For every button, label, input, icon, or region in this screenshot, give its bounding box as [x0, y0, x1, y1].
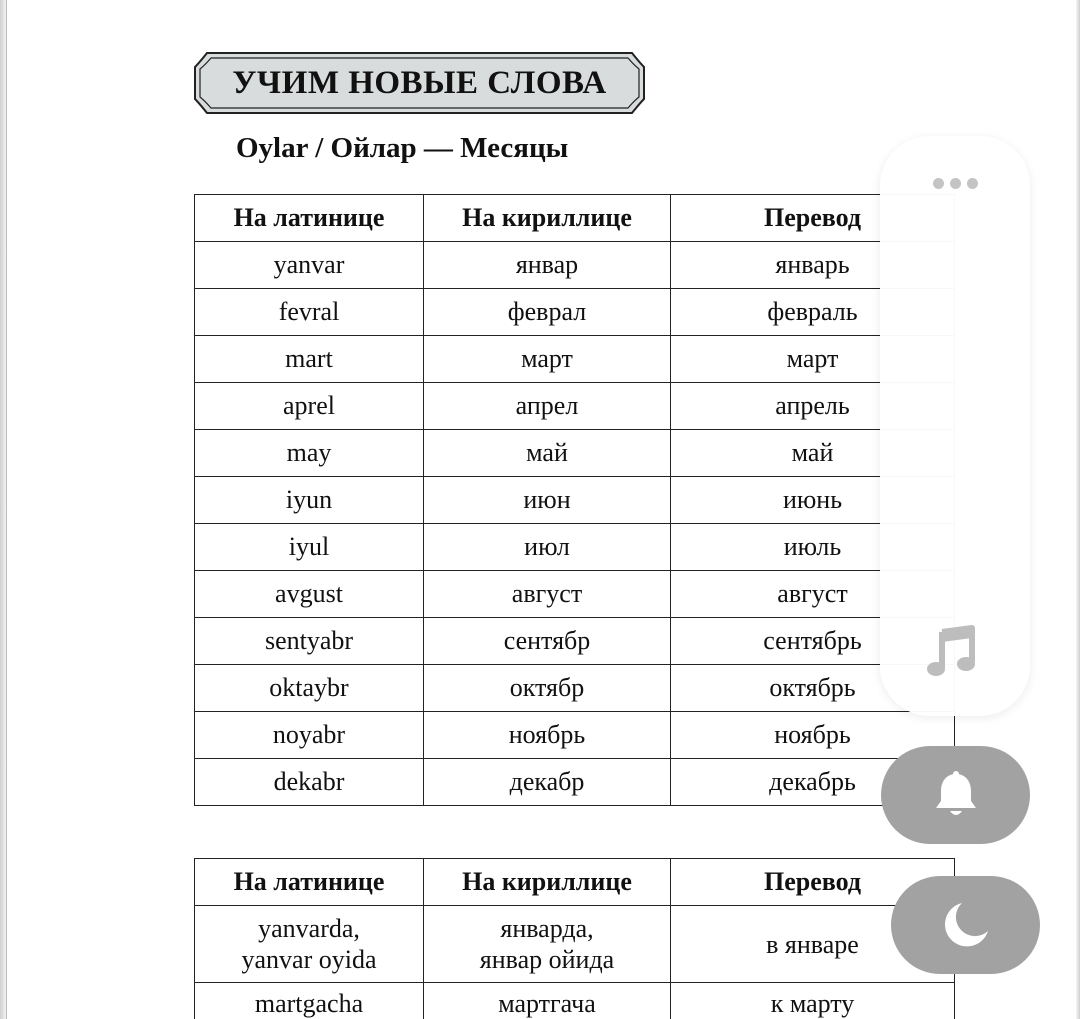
cell-latin: iyul: [195, 524, 424, 571]
cell-cyrillic: июл: [424, 524, 671, 571]
bell-button[interactable]: [881, 746, 1030, 844]
header-latin: На латинице: [195, 859, 424, 906]
cell-latin: fevral: [195, 289, 424, 336]
banner-title: УЧИМ НОВЫЕ СЛОВА: [232, 64, 607, 101]
cell-cyrillic: декабр: [424, 759, 671, 806]
cell-latin: noyabr: [195, 712, 424, 759]
table-row: [195, 383, 955, 430]
header-translation: Перевод: [671, 859, 955, 906]
section-subtitle: Oylar / Ойлар — Месяцы: [236, 132, 569, 164]
moon-icon: [940, 899, 992, 951]
cell-translation: февраль: [671, 289, 955, 336]
cell-cyrillic: апрел: [424, 383, 671, 430]
table-row: [195, 430, 955, 477]
cell-translation: к марту: [671, 983, 955, 1019]
table-header-row: [195, 195, 955, 242]
cell-latin: yanvar: [195, 242, 424, 289]
cell-translation: июнь: [671, 477, 955, 524]
table-row: [195, 759, 955, 806]
cell-line: январда,: [500, 914, 594, 943]
table-row: [195, 571, 955, 618]
dot: [933, 178, 944, 189]
cell-latin: martgacha: [195, 983, 424, 1019]
cell-cyrillic: сентябр: [424, 618, 671, 665]
page-left-edge: [0, 0, 7, 1019]
cell-cyrillic: январ: [424, 242, 671, 289]
table-row: [195, 618, 955, 665]
cell-line: yanvar oyida: [241, 945, 377, 974]
cell-line: yanvarda,: [258, 914, 360, 943]
cell-translation: апрель: [671, 383, 955, 430]
cell-latin: oktaybr: [195, 665, 424, 712]
cell-translation: январь: [671, 242, 955, 289]
cell-translation: июль: [671, 524, 955, 571]
cell-translation: март: [671, 336, 955, 383]
cell-latin: mart: [195, 336, 424, 383]
cell-latin: may: [195, 430, 424, 477]
cell-latin: aprel: [195, 383, 424, 430]
cell-cyrillic: ноябрь: [424, 712, 671, 759]
header-cyrillic: На кириллице: [424, 859, 671, 906]
cell-latin: sentyabr: [195, 618, 424, 665]
table-row: [195, 477, 955, 524]
cell-cyrillic: феврал: [424, 289, 671, 336]
section-banner: [193, 51, 646, 115]
table-header-row: [195, 859, 955, 906]
cell-cyrillic: октябр: [424, 665, 671, 712]
table-row: [195, 242, 955, 289]
cell-cyrillic: март: [424, 336, 671, 383]
table-row: [195, 712, 955, 759]
cell-cyrillic: июн: [424, 477, 671, 524]
music-note-glyph: [924, 624, 980, 680]
cell-cyrillic: мартгача: [424, 983, 671, 1019]
bell-icon: [932, 770, 980, 820]
dot: [967, 178, 978, 189]
cell-translation: май: [671, 430, 955, 477]
table-row: [195, 336, 955, 383]
cell-translation: ноябрь: [671, 712, 955, 759]
cell-translation: август: [671, 571, 955, 618]
dot: [950, 178, 961, 189]
cell-cyrillic: [424, 906, 671, 983]
music-note-icon[interactable]: [924, 624, 980, 680]
table-row: [195, 983, 955, 1019]
cell-translation: в январе: [671, 906, 955, 983]
cell-latin: iyun: [195, 477, 424, 524]
table-row: [195, 665, 955, 712]
cell-line: январ ойида: [479, 945, 615, 974]
more-icon[interactable]: [928, 168, 982, 198]
table-row: [195, 524, 955, 571]
cell-latin: avgust: [195, 571, 424, 618]
header-cyrillic: На кириллице: [424, 195, 671, 242]
cell-latin: [195, 906, 424, 983]
months-table: [194, 194, 955, 806]
cell-translation: сентябрь: [671, 618, 955, 665]
table-row: [195, 289, 955, 336]
cell-cyrillic: май: [424, 430, 671, 477]
cell-translation: октябрь: [671, 665, 955, 712]
cell-latin: dekabr: [195, 759, 424, 806]
table-row: [195, 906, 955, 983]
page-right-edge: [1076, 0, 1080, 1019]
cell-translation: декабрь: [671, 759, 955, 806]
cell-cyrillic: август: [424, 571, 671, 618]
night-mode-button[interactable]: [891, 876, 1040, 974]
phrases-table: [194, 858, 955, 1019]
header-latin: На латинице: [195, 195, 424, 242]
header-translation: Перевод: [671, 195, 955, 242]
